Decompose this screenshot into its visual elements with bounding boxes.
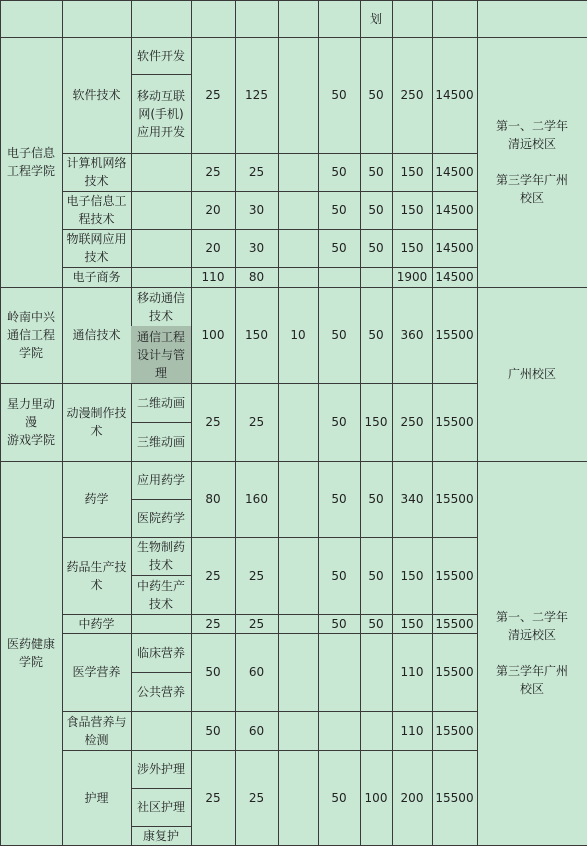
direction-cell	[131, 711, 192, 751]
major-c1: 50	[191, 633, 236, 712]
major-c3: 10	[278, 287, 319, 384]
major-c2: 60	[235, 633, 279, 712]
major-c5: 100	[360, 750, 393, 846]
major-fee: 15500	[432, 461, 478, 538]
major-c1: 80	[191, 461, 236, 538]
major-fee: 14500	[432, 191, 478, 230]
header-cell	[235, 0, 279, 38]
major-c3	[278, 153, 319, 192]
major-name: 软件技术	[62, 37, 132, 154]
major-c4: 50	[318, 383, 361, 462]
major-c2: 30	[235, 191, 279, 230]
major-c4: 50	[318, 191, 361, 230]
major-c1: 20	[191, 229, 236, 268]
major-c3	[278, 383, 319, 462]
direction-cell	[131, 229, 192, 268]
major-c6: 340	[392, 461, 433, 538]
major-c3	[278, 267, 319, 288]
college-cell: 电子信息 工程学院	[0, 37, 63, 288]
major-c3	[278, 537, 319, 615]
major-name: 食品营养与检测	[62, 711, 132, 751]
major-c6: 250	[392, 383, 433, 462]
major-c6: 110	[392, 711, 433, 751]
major-c5: 50	[360, 614, 393, 634]
major-c5	[360, 711, 393, 751]
major-c3	[278, 614, 319, 634]
direction-cell: 医院药学	[131, 499, 192, 538]
major-fee: 14500	[432, 229, 478, 268]
major-c6: 150	[392, 614, 433, 634]
major-c2: 150	[235, 287, 279, 384]
college-cell: 岭南中兴 通信工程 学院	[0, 287, 63, 384]
direction-cell: 软件开发	[131, 37, 192, 75]
header-cell	[392, 0, 433, 38]
direction-cell	[131, 191, 192, 230]
major-fee: 15500	[432, 750, 478, 846]
major-name: 电子商务	[62, 267, 132, 288]
major-name: 计算机网络技术	[62, 153, 132, 192]
direction-cell: 涉外护理	[131, 750, 192, 789]
major-c4: 50	[318, 537, 361, 615]
major-c3	[278, 711, 319, 751]
major-name: 通信技术	[62, 287, 132, 384]
direction-cell	[131, 614, 192, 634]
major-c6: 1900	[392, 267, 433, 288]
major-fee: 15500	[432, 633, 478, 712]
major-fee: 15500	[432, 537, 478, 615]
major-c4: 50	[318, 287, 361, 384]
direction-cell: 康复护	[131, 826, 192, 846]
major-name: 医学营养	[62, 633, 132, 712]
major-c1: 25	[191, 614, 236, 634]
major-c4: 50	[318, 614, 361, 634]
major-c3	[278, 191, 319, 230]
header-plan-cell: 划	[360, 0, 393, 38]
header-cell	[0, 0, 63, 38]
major-c1: 25	[191, 750, 236, 846]
major-c3	[278, 633, 319, 712]
major-c6: 110	[392, 633, 433, 712]
major-c1: 25	[191, 383, 236, 462]
campus-cell: 广州校区	[477, 287, 587, 462]
major-c1: 100	[191, 287, 236, 384]
major-name: 护理	[62, 750, 132, 846]
major-c5: 50	[360, 287, 393, 384]
major-c2: 25	[235, 750, 279, 846]
major-fee: 15500	[432, 287, 478, 384]
major-c5	[360, 267, 393, 288]
direction-cell	[131, 153, 192, 192]
major-c2: 25	[235, 537, 279, 615]
major-c4	[318, 267, 361, 288]
major-c5: 150	[360, 383, 393, 462]
major-c5: 50	[360, 229, 393, 268]
major-c4	[318, 633, 361, 712]
major-c1: 110	[191, 267, 236, 288]
header-cell	[278, 0, 319, 38]
direction-cell: 通信工程设计与管理	[131, 326, 192, 384]
major-c5: 50	[360, 191, 393, 230]
major-name: 物联网应用技术	[62, 229, 132, 268]
header-cell	[432, 0, 478, 38]
direction-cell: 移动通信技术	[131, 287, 192, 327]
major-c4: 50	[318, 750, 361, 846]
direction-cell: 生物制药技术	[131, 537, 192, 576]
major-c5: 50	[360, 37, 393, 154]
major-c1: 25	[191, 37, 236, 154]
major-name: 中药学	[62, 614, 132, 634]
major-c1: 20	[191, 191, 236, 230]
direction-cell: 应用药学	[131, 461, 192, 500]
major-c1: 25	[191, 537, 236, 615]
major-c4: 50	[318, 153, 361, 192]
header-cell	[131, 0, 192, 38]
major-c4	[318, 711, 361, 751]
major-c2: 30	[235, 229, 279, 268]
major-c6: 250	[392, 37, 433, 154]
direction-cell: 移动互联网(手机)应用开发	[131, 74, 192, 154]
direction-cell: 中药生产技术	[131, 575, 192, 615]
major-c6: 200	[392, 750, 433, 846]
campus-cell: 第一、二学年 清远校区 第三学年广州 校区	[477, 461, 587, 846]
major-c1: 50	[191, 711, 236, 751]
major-c2: 125	[235, 37, 279, 154]
major-c2: 25	[235, 614, 279, 634]
major-fee: 15500	[432, 711, 478, 751]
direction-cell: 三维动画	[131, 422, 192, 462]
major-c6: 150	[392, 153, 433, 192]
major-c3	[278, 461, 319, 538]
direction-cell: 临床营养	[131, 633, 192, 673]
major-c6: 150	[392, 229, 433, 268]
major-c1: 25	[191, 153, 236, 192]
major-c2: 60	[235, 711, 279, 751]
major-c2: 80	[235, 267, 279, 288]
major-name: 动漫制作技术	[62, 383, 132, 462]
major-c3	[278, 229, 319, 268]
major-fee: 15500	[432, 383, 478, 462]
major-fee: 15500	[432, 614, 478, 634]
college-cell: 星力里动漫 游戏学院	[0, 383, 63, 462]
major-c2: 160	[235, 461, 279, 538]
major-fee: 14500	[432, 153, 478, 192]
major-name: 药品生产技术	[62, 537, 132, 615]
major-c6: 360	[392, 287, 433, 384]
header-cell	[191, 0, 236, 38]
campus-cell: 第一、二学年 清远校区 第三学年广州 校区	[477, 37, 587, 288]
major-fee: 14500	[432, 37, 478, 154]
major-c4: 50	[318, 37, 361, 154]
major-c3	[278, 37, 319, 154]
major-c2: 25	[235, 153, 279, 192]
major-name: 药学	[62, 461, 132, 538]
direction-cell: 公共营养	[131, 672, 192, 712]
header-cell	[477, 0, 587, 38]
direction-cell: 二维动画	[131, 383, 192, 423]
major-name: 电子信息工程技术	[62, 191, 132, 230]
direction-cell: 社区护理	[131, 788, 192, 827]
header-cell	[318, 0, 361, 38]
major-c5	[360, 633, 393, 712]
major-c6: 150	[392, 191, 433, 230]
major-c6: 150	[392, 537, 433, 615]
major-c3	[278, 750, 319, 846]
major-c4: 50	[318, 229, 361, 268]
major-c2: 25	[235, 383, 279, 462]
major-c4: 50	[318, 461, 361, 538]
major-c5: 50	[360, 537, 393, 615]
direction-cell	[131, 267, 192, 288]
major-fee: 14500	[432, 267, 478, 288]
major-c5: 50	[360, 153, 393, 192]
major-c5: 50	[360, 461, 393, 538]
college-cell: 医药健康 学院	[0, 461, 63, 846]
header-cell	[62, 0, 132, 38]
